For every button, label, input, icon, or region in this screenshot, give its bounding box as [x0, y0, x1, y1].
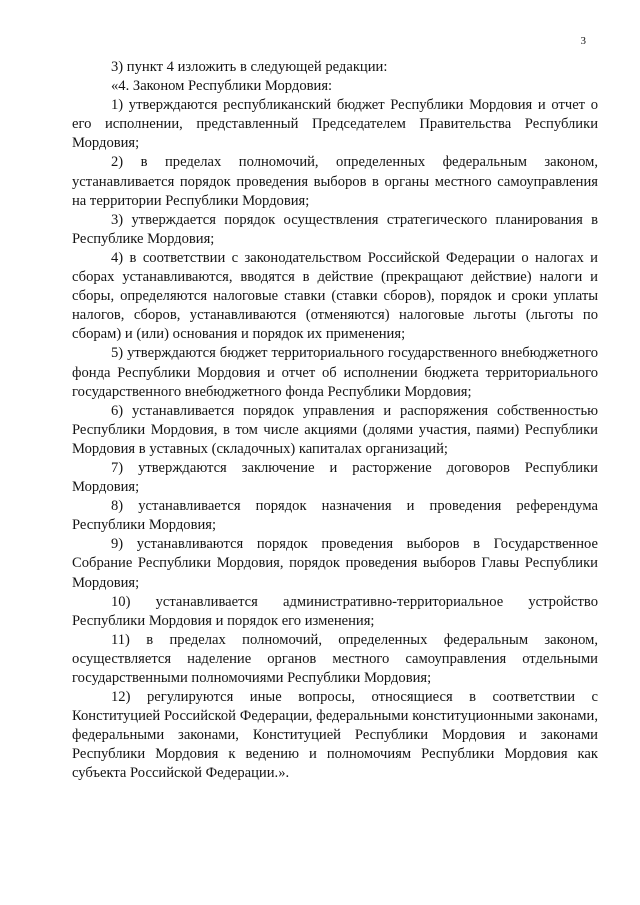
document-body [72, 58, 598, 784]
paragraph-item-3: 3) утверждается порядок осуществления стратегического планирования в Республике Мордовия; [72, 211, 598, 247]
paragraph-item-12: 12) регулируются иные вопросы, относящиеся в соответствии с Конституцией Российской Федерации, федеральными конституционными законами, федеральными законами, Конституцией Республики Мордовия и законами Республики Мордовия к ведению и полномочиям Республики Мордовия как субъекта Российской Федерации.». [72, 689, 598, 782]
paragraph-item-8: 8) устанавливается порядок назначения и проведения референдума Республики Мордовия; [72, 498, 598, 534]
paragraph-item-6: 6) устанавливается порядок управления и распоряжения собственностью Республики Мордовия, в том числе акциями (долями участия, паями) Республики Мордовия в уставных (складочных) капиталах организаций; [72, 402, 598, 457]
paragraph-item-10: 10) устанавливается административно-территориальное устройство Республики Мордовия и порядок его изменения; [72, 593, 598, 629]
paragraph-item-2: 2) в пределах полномочий, определенных федеральным законом, устанавливается порядок проведения выборов в органы местного самоуправления на территории Республики Мордовия; [72, 154, 598, 209]
paragraph-law-heading: «4. Законом Республики Мордовия: [111, 78, 333, 95]
paragraph-item-7: 7) утверждаются заключение и расторжение договоров Республики Мордовия; [72, 459, 598, 496]
paragraph-item-1: 1) утверждаются республиканский бюджет Республики Мордовия и отчет о его исполнении, представленный Председателем Правительства Республики Мордовия; [72, 97, 598, 152]
paragraph-item-11: 11) в пределах полномочий, определенных федеральным законом, осуществляется наделение органов местного самоуправления отдельными государственными полномочиями Республики Мордовия; [72, 631, 598, 686]
paragraph-amendment-intro: 3) пункт 4 изложить в следующей редакции: [111, 59, 388, 75]
paragraph-item-4: 4) в соответствии с законодательством Российской Федерации о налогах и сборах устанавливаются, вводятся в действие (прекращают действие) налоги и сборы, определяются налоговые ставки (ставки сборов), порядок и сроки уплаты налогов, сборов, устанавливаются (отменяются) налоговые льготы (льготы по сборам) и (или) основания и порядок их применения; [72, 249, 598, 343]
paragraph-item-9: 9) устанавливаются порядок проведения выборов в Государственное Собрание Республики Мордовия, порядок проведения выборов Главы Республики Мордовия; [72, 536, 598, 591]
paragraph-item-5: 5) утверждаются бюджет территориального государственного внебюджетного фонда Республики Мордовия и отчет об исполнении бюджета территориального государственного внебюджетного фонда Республики Мордовия; [72, 345, 598, 400]
page-number: 3 [580, 35, 586, 47]
